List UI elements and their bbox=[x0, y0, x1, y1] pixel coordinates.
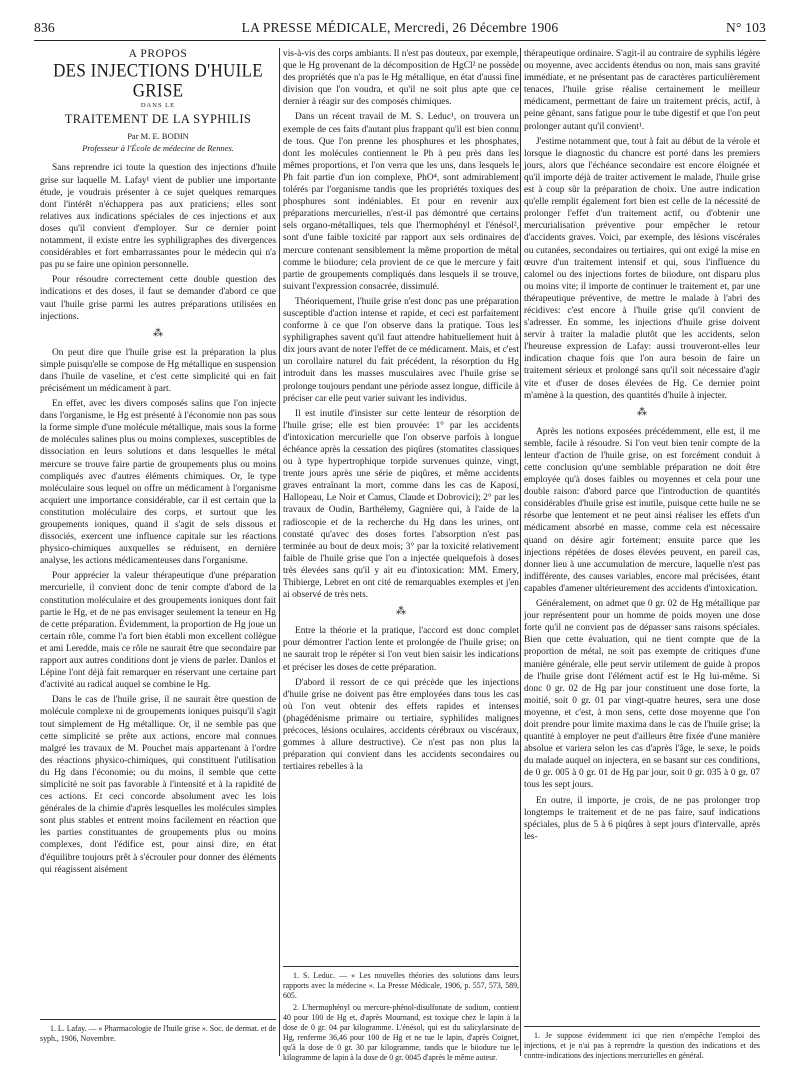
paragraph: Pour apprécier la valeur thérapeutique d'une préparation mercurielle, il convient donc de tenir compte d'abord de la constitution moléculaire et des groupements ioniques dont fait partie le Hg, et de ne pas envisager seulement la teneur en Hg de cette préparation. Évidemment, la proportion de Hg joue un certain rôle, comme l'a fort bien établi mon excellent collègue et ami Leredde, mais ce rôle ne saurait être que secondaire par rapport aux autres conditions dont je viens de parler. Danlos et Lépine l'ont déjà fait remarquer en réservant une certaine part d'activité au radical auquel se combine le Hg. bbox=[40, 571, 276, 691]
footnote: 1. Je suppose évidemment ici que rien n'empêche l'emploi des injections, et je n'ai pas à reprendre la question des indications et des contre-indications des injections mercurielles en général. bbox=[524, 1031, 760, 1060]
paragraph: Sans reprendre ici toute la question des injections d'huile grise sur laquelle M. Lafay¹ vient de publier une importante étude, je voudrais présenter à ce sujet quelques remarques dont l'intérêt n'échappera pas aux praticiens; elles sont relatives aux indications spéciales de ces injections et aux doses qu'il convient d'employer. Sur ce dernier point notamment, il existe entre les syphiligraphes des divergences considérables et fort embarrassantes pour le médecin qui n'a pas pu se faire une opinion personnelle. bbox=[40, 163, 276, 271]
column-3 bbox=[524, 48, 760, 846]
article-subtitle: TRAITEMENT DE LA SYPHILIS bbox=[64, 112, 252, 127]
paragraph: On peut dire que l'huile grise est la préparation la plus simple puisqu'elle se compose de Hg métallique en suspension dans l'huile de vaseline, et c'est cette simplicité qui en fait précisément un médicament à part. bbox=[40, 347, 276, 394]
paragraph: En outre, il importe, je crois, de ne pas prolonger trop longtemps le traitement et de ne pas faire, sauf indications spéciales, plus de 5 à 6 piqûres à sept jours d'intervalle, après les- bbox=[524, 795, 760, 842]
column-2 bbox=[283, 48, 519, 776]
paragraph: Pour résoudre correctement cette double question des indications et des doses, il faut se demander d'abord ce que vaut l'huile grise parmi les autres préparations utilisées en injections. bbox=[40, 275, 276, 322]
article-dans-le: DANS LE bbox=[140, 102, 176, 110]
column-rule bbox=[520, 48, 521, 1056]
footnote: 1. L. Lafay. — « Pharmacologie de l'huile grise ». Soc. de dermat. et de syph., 1906, Novembre. bbox=[40, 1024, 276, 1043]
paragraph: Il est inutile d'insister sur cette lenteur de résorption de l'huile grise; elle est bien prouvée: 1° par les accidents d'intoxication mercurielle que l'on observe parfois à longue échéance après la cessation des piqûres (stomatites classiques ou à type hypertrophique torpide survenues quinze, vingt, trente jours après une série de piqûres, et même accidents graves entraînant la mort, comme dans les cas de Kaposi, Hallopeau, Le Noir et Camus, Claude et Dobrovici); 2° par les travaux de Oudin, Barthélemy, Gagnière qui, à l'aide de la radioscopie et de la recherche du Hg dans les urines, ont constaté qu'avec des doses fortes l'absorption n'est pas terminée au bout de deux mois; 3° par la toxicité relativement faible de l'huile grise que l'on a injectée quelquefois à doses très élevées sans qu'il y ait eu d'intoxication: MM. Emery, Thibierge, Lebret en ont cité de remarquables exemples et j'en ai observé de très nets. bbox=[283, 408, 519, 601]
paragraph: Après les notions exposées précédemment, elle est, il me semble, facile à résoudre. Si l'on veut bien tenir compte de la lenteur d'action de l'huile grise, on est forcément conduit à cette conclusion qu'une semblable préparation ne doit être employée qu'à doses faibles ou moyennes et cela pour une double raison: d'abord parce que l'introduction de quantités considérables d'huile grise est inutile, puisque cette huile ne se résorbe que lentement et ne peut ainsi réaliser les effets d'un médicament absorbé en masse, comme cela est nécessaire quand on désire agir fortement; ensuite parce que les injections répétées de doses élevées peuvent, en pareil cas, donner lieu à une accumulation de mercure, laquelle n'est pas indifférente, des causes variables, encore mal précisées, étant capables d'amener ultérieurement des accidents d'intoxication. bbox=[524, 426, 760, 594]
section-separator: ⁂ bbox=[637, 406, 647, 418]
article-kicker: A PROPOS bbox=[128, 48, 188, 60]
footnotes-column-1 bbox=[40, 1019, 276, 1046]
article-heading bbox=[40, 48, 276, 154]
article-affiliation: Professeur à l'École de médecine de Rennes. bbox=[82, 143, 234, 154]
footnote: 2. L'hermophényl ou mercure-phénol-disulfonate de sodium, contient 40 pour 100 de Hg et, d'après Mournand, est toxique chez le lapin à la dose de 0 gr. 04 par kilogramme. L'énésol, qui est du salicylarsinate de Hg, renferme 36,46 pour 100 de Hg et ne tue le lapin, d'après Coignet, qu'à la dose de 0 gr. 30 par kilogramme, tandis que le biiodure tue le kilogramme de lapin à la dose de 0 gr. 0045 d'après le même auteur. bbox=[283, 1003, 519, 1062]
section-separator: ⁂ bbox=[396, 606, 406, 618]
column-rule bbox=[279, 48, 280, 1056]
paragraph: Entre la théorie et la pratique, l'accord est donc complet pour démontrer l'action lente et prolongée de l'huile grise; on ne saurait trop le répéter si l'on veut bien saisir les indications et préciser les doses de cette préparation. bbox=[283, 626, 519, 673]
paragraph: vis-à-vis des corps ambiants. Il n'est pas douteux, par exemple, que le Hg provenant de la décomposition de HgCl² ne possède des propriétés que n'a pas le Hg métallique, en état d'aussi fine division que l'on voudra, et qu'il ne soit plus apte que ce dernier à réagir sur des composés chimiques. bbox=[283, 49, 520, 108]
paragraph: J'estime notamment que, tout à fait au début de la vérole et lorsque le diagnostic du chancre est porté dans les premiers jours, alors que l'échéance secondaire est encore éloignée et qu'il importe déjà de traiter activement le malade, l'huile grise est à coup sûr la préparation de choix. Une autre indication qu'elle remplit également fort bien est celle de la nécessité de prolonger l'effet d'un traitement actif, ou d'obtenir une mercurialisation préventive pour empêcher le retour d'accidents graves. Voici, par exemple, des lésions viscérales ou cutanées, secondaires ou tertiaires, qui ont exigé la mise en œuvre d'un traitement intensif et qui, sous l'influence du calomel ou des injections fortes de biiodure, ont disparu plus ou moins vite; il importe de continuer le traitement et, par une thérapeutique préventive, de mettre le malade à l'abri des récidives: c'est encore à l'huile grise qu'il convient de s'adresser. En somme, les injections d'huile grise doivent servir à traiter la maladie plutôt que les accidents, selon l'heureuse expression de Lafay: aussi trouveront-elles leur indication chaque fois que l'on aura besoin de faire un traitement sérieux et prolongé sans qu'il soit nécessaire d'agir vite et d'user de doses élevées de Hg. Ce dernier point m'amène à la question, des quantités d'huile à injecter. bbox=[524, 136, 760, 401]
paragraph: Théoriquement, l'huile grise n'est donc pas une préparation susceptible d'action intense et rapide, et ceci est parfaitement conforme à ce que l'on observe dans la pratique. Tous les syphiligraphes savent qu'il faut attendre habituellement huit à dix jours avant de noter l'effet de ce médicament. Mais, et c'est un corollaire naturel du fait précédent, la résorption du Hg introduit dans les masses musculaires avec l'huile grise se prolonge toujours pendant une période assez longue, difficile à préciser car elle peut varier suivant les individus. bbox=[283, 296, 519, 404]
issue-number: N° 103 bbox=[726, 20, 766, 35]
article-title: DES INJECTIONS D'HUILE GRISE bbox=[53, 59, 263, 102]
paragraph: thérapeutique ordinaire. S'agit-il au contraire de syphilis légère ou moyenne, avec accidents étendus ou non, mais sans gravité immédiate, et ne présentant pas de caractères particulièrement tenaces, l'huile grise réalise certainement le meilleur médicament, permettant de faire un traitement précis, actif, à peine gênant, sans fatigue pour le tube digestif et que l'on peut prolonger autant qu'il convient¹. bbox=[524, 49, 760, 132]
paragraph: Généralement, on admet que 0 gr. 02 de Hg métallique par jour représentent pour un homme de poids moyen une dose forte qu'il ne convient pas de dépasser sans raisons spéciales. Bien que cette évaluation, qui ne tient compte que de la proportion de métal, ne soit pas exempte de critiques d'une manière générale, elle peut servir utilement de guide à propos de l'huile grise dont l'élément actif est le Hg lui-même. Si donc 0 gr. 02 de Hg par jour constituent une dose forte, la moitié, soit 0 gr. 01 par vingt-quatre heures, sera une dose moyenne, et c'est, à mon sens, cette dose moyenne que l'on doit prendre pour limite maxima dans le cas de l'huile grise; la quantité à employer ne peut d'ailleurs être fixée d'une manière absolue et variera selon les cas d'après l'âge, le sexe, le poids du malade auquel on injectera, en se basant sur ces conditions, de 0 gr. 005 à 0 gr. 01 de Hg par jour, soit 0 gr. 035 à 0 gr. 07 tous les sept jours. bbox=[524, 599, 760, 791]
paragraph: D'abord il ressort de ce qui précède que les injections d'huile grise ne doivent pas être employées dans tous les cas où l'on veut obtenir des effets rapides et intenses (phagédénisme primaire ou tertiaire, syphilides malignes précoces, lésions oculaires, accidents cérébraux ou viscéraux, gommes à allure destructive). Ce n'est pas non plus la préparation qui convient dans les accidents secondaires ou tertiaires rebelles à la bbox=[283, 677, 519, 773]
column-1 bbox=[40, 48, 276, 879]
footnotes-column-3 bbox=[524, 1026, 760, 1063]
paragraph: Dans un récent travail de M. S. Leduc¹, on trouvera un exemple de ces faits d'autant plus frappant qu'il est bien connu de tous. Que l'on prenne les phosphures et les phosphates, dont les molécules contiennent le Ph à peu près dans les mêmes proportions, et l'on verra que les uns, dans lesquels le Ph fait partie d'un ion complexe, PhO⁴, sont admirablement tolérés par l'organisme tandis que les propriétés toxiques des phosphures sont indéniables. Et pour en revenir aux préparations mercurielles, n'est-il pas démontré que certains sels organo-métalliques, tels que l'hermophényl et l'énésol², sont d'une faible toxicité par rapport aux sels ordinaires de mercure contenant sensiblement la même proportion de métal comme le biiodure; cela provient de ce que le mercure y fait partie de groupements compliqués dans lesquels il se trouve, suivant l'expression consacrée, dissimulé. bbox=[283, 112, 519, 292]
page-number: 836 bbox=[34, 20, 55, 35]
page-header bbox=[34, 18, 766, 41]
paragraph: Dans le cas de l'huile grise, il ne saurait être question de molécule complexe ni de groupements ioniques puisqu'il s'agit tout simplement de Hg métallique. Or, il ne semble pas que cette simplicité se prête aux actions, encore mal connues malgré les travaux de M. Pouchet mais appartenant à l'ordre des réactions physico-chimiques, qui constituent l'utilisation du Hg dans l'économie; ou du moins, il semble que cette simplicité ne soit pas favorable à l'intensité et à la rapidité de ces actions. Et ceci concorde absolument avec les lois générales de la chimie d'après lesquelles les molécules simples sont plus stables et entrent moins facilement en réaction que les parties constituantes de groupements plus ou moins complexes, dont l'édifice est, pour ainsi dire, en état d'équilibre toujours prêt à s'écrouler pour donner des éléments qui réagissent aisément bbox=[40, 695, 276, 875]
section-separator: ⁂ bbox=[153, 327, 163, 339]
footnotes-column-2 bbox=[283, 966, 519, 1065]
footnote: 1. S. Leduc. — « Les nouvelles théories des solutions dans leurs rapports avec la médecine ». La Presse Médicale, 1906, p. 557, 573, 589, 605. bbox=[283, 971, 519, 1000]
journal-title: LA PRESSE MÉDICALE, Mercredi, 26 Décembre 1906 bbox=[241, 20, 559, 35]
paragraph: En effet, avec les divers composés salins que l'on injecte dans l'organisme, le Hg est présenté à l'économie non pas sous la forme simple d'une molécule métallique, mais sous la forme de molécules salines plus ou moins complexes, susceptibles de dissociation en leurs solutions et dans lesquelles le métal mercure se trouve faire partie de groupements plus ou moins compliqués avec d'autres éléments chimiques. Or, le type moléculaire sous lequel on offre un médicament à l'organisme acquiert une importance considérable, car il est certain que la constitution moléculaire des corps, et surtout que les groupements ioniques, quand il s'agit de sels dissous et dissociés, exercent une influence capitale sur les réactions physico-chimiques auxquelles se réduisent, en dernière analyse, les actions médicamenteuses dans l'organisme. bbox=[40, 399, 276, 567]
article-author: Par M. E. BODIN bbox=[127, 131, 189, 142]
